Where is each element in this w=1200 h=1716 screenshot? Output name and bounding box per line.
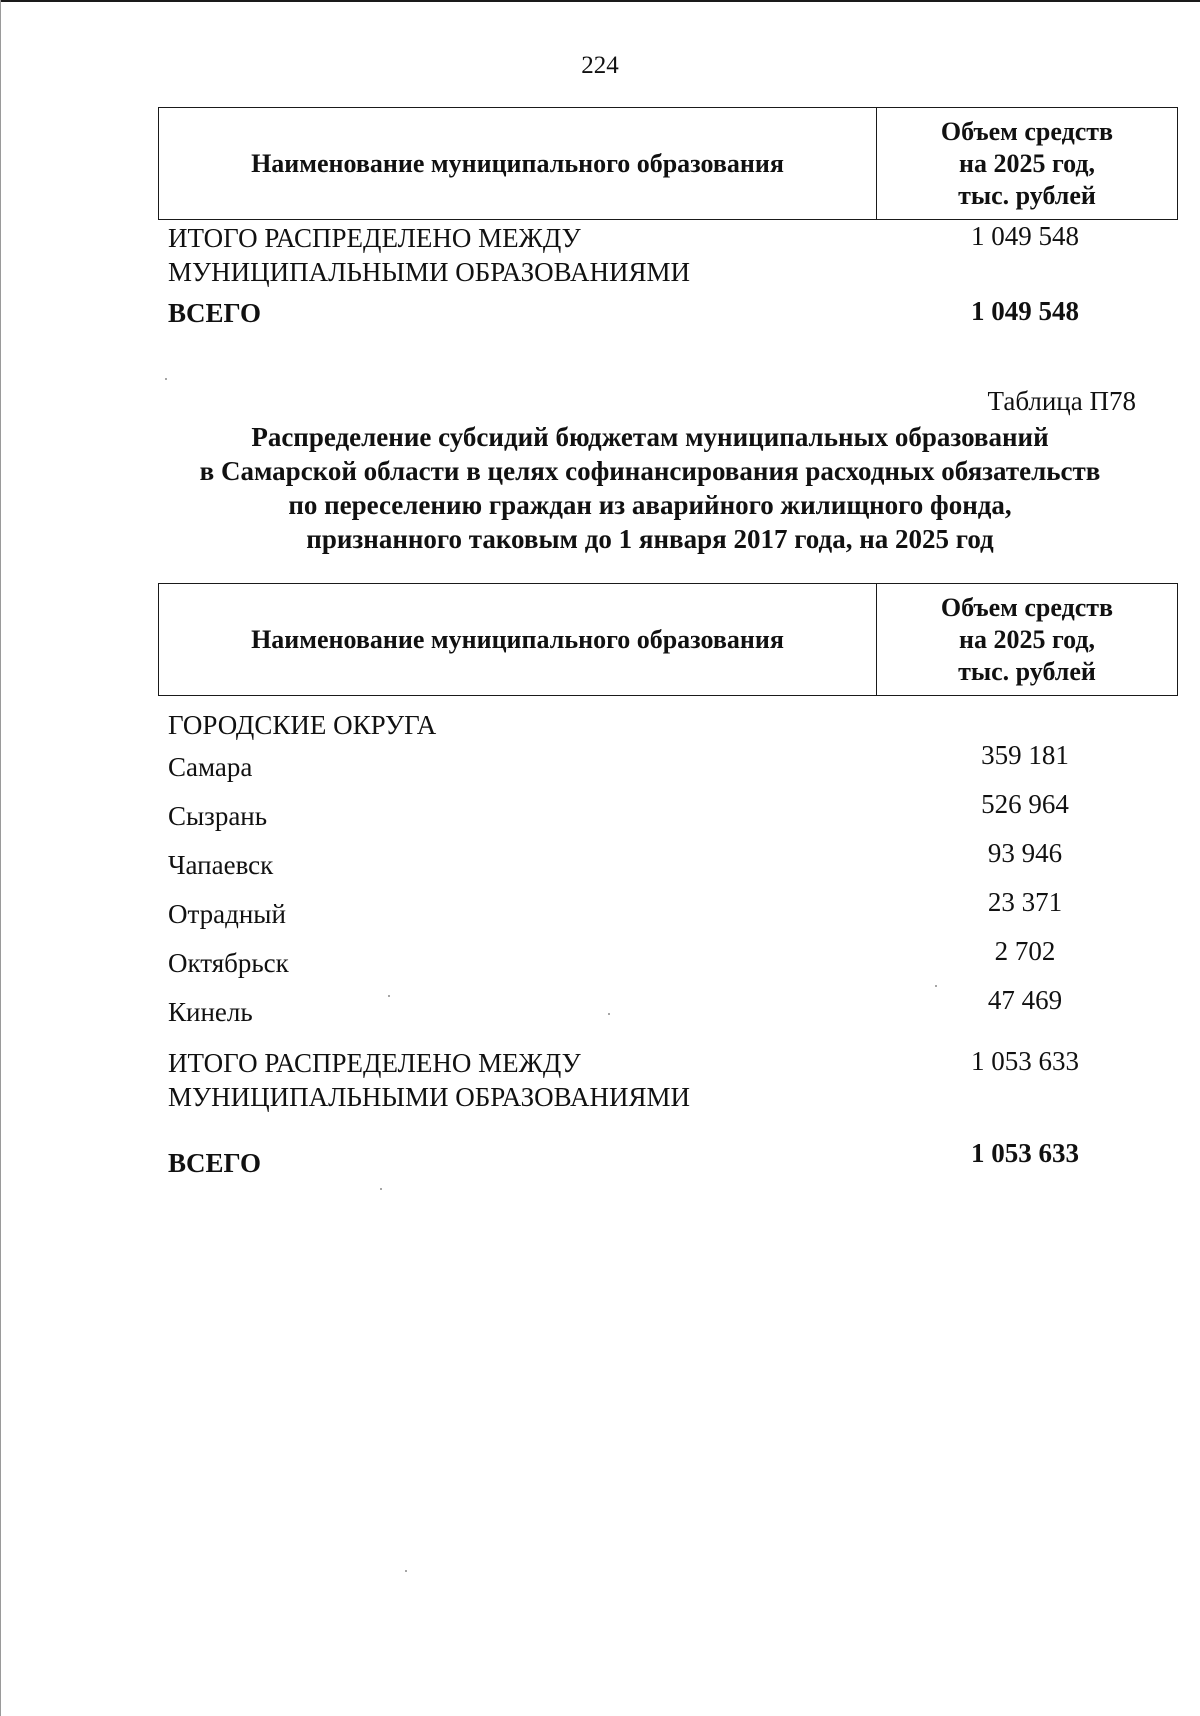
table-header-value: Объем средств на 2025 год, тыс. рублей xyxy=(940,592,1114,686)
table-row-name: Октябрьск xyxy=(168,948,289,978)
table-row-value: 2 702 xyxy=(994,936,1056,966)
scan-speck xyxy=(935,985,937,987)
prev-table-total-name: ВСЕГО xyxy=(168,298,262,328)
table-row-name: Отрадный xyxy=(168,899,286,929)
scan-speck xyxy=(380,1188,382,1190)
table-header xyxy=(158,583,1178,696)
page-number: 224 xyxy=(581,52,619,79)
page-top-border xyxy=(0,0,1200,2)
prev-table-header-value: Объем средств на 2025 год, тыс. рублей xyxy=(940,116,1114,210)
prev-table-header-name: Наименование муниципального образования xyxy=(159,108,877,219)
total-value: 1 053 633 xyxy=(971,1138,1079,1168)
page-left-border xyxy=(0,0,1,1716)
table-row-name: Кинель xyxy=(168,997,253,1027)
scan-speck xyxy=(405,1570,407,1572)
table-header-name: Наименование муниципального образования xyxy=(159,584,877,695)
table-label: Таблица П78 xyxy=(987,386,1136,416)
scan-speck xyxy=(608,1013,610,1015)
total-name: ВСЕГО xyxy=(168,1148,262,1178)
prev-table-subtotal-value: 1 049 548 xyxy=(971,221,1079,251)
scan-speck xyxy=(165,378,167,380)
table-row-value: 93 946 xyxy=(987,838,1063,868)
scan-speck xyxy=(388,995,390,997)
table-row-value: 23 371 xyxy=(987,887,1063,917)
table-row-name: Самара xyxy=(168,752,253,782)
table-title: Распределение субсидий бюджетам муниципальных образований в Самарской области в целях софинансирования расходных обязательств по переселению граждан из аварийного жилищного фонда, признанного таковым до 1 января 2017 года, на 2025 год xyxy=(199,422,1101,554)
subtotal-name: ИТОГО РАСПРЕДЕЛЕНО МЕЖДУ МУНИЦИПАЛЬНЫМИ ОБРАЗОВАНИЯМИ xyxy=(168,1048,690,1112)
table-row-name: Чапаевск xyxy=(168,850,274,880)
table-row-value: 526 964 xyxy=(981,789,1069,819)
table-row-value: 47 469 xyxy=(987,985,1063,1015)
prev-table-total-value: 1 049 548 xyxy=(971,296,1079,326)
subtotal-value: 1 053 633 xyxy=(971,1046,1079,1076)
prev-table-subtotal-name: ИТОГО РАСПРЕДЕЛЕНО МЕЖДУ МУНИЦИПАЛЬНЫМИ ОБРАЗОВАНИЯМИ xyxy=(168,223,690,287)
table-row-name: Сызрань xyxy=(168,801,268,831)
section-title: ГОРОДСКИЕ ОКРУГА xyxy=(168,710,437,740)
table-row-value: 359 181 xyxy=(981,740,1069,770)
prev-table-header xyxy=(158,107,1178,220)
